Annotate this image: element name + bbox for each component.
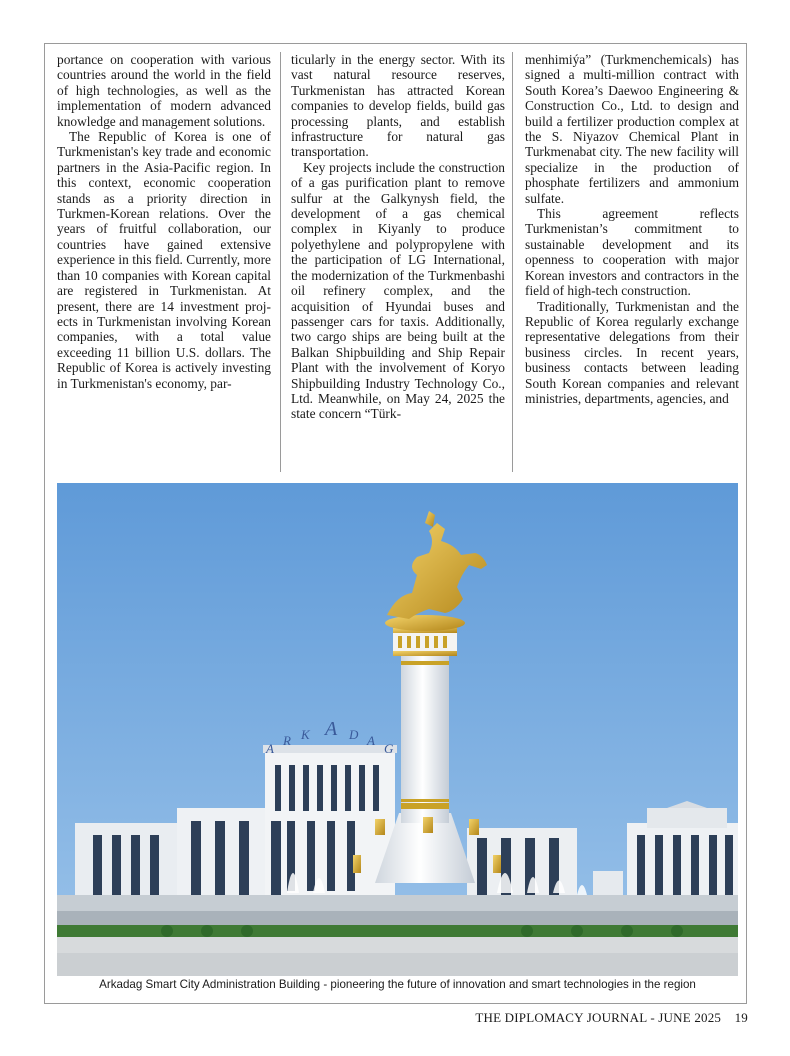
- photo-caption: Arkadag Smart City Administration Building - pioneering the future of innovation and smart technologies in the region: [99, 978, 696, 991]
- article-column-2: [291, 52, 505, 472]
- arkadag-building-photo: [57, 483, 738, 976]
- article-columns: [57, 52, 739, 472]
- article-paragraph: Key projects include the construction of a gas purification plant to remove sulfur at the Galkynysh field, the development of a gas chemical complex in Kiyanly to produce polyethylene and polypropylene with the participation of LG International, the modernization of the Turkmenbashi oil refinery complex, and the acquisition of Hyundai buses and passenger cars for taxis. Additionally, two cargo ships are being built at the Balkan Shipbuilding and Ship Repair Plant with the involvement of Koryo Shipbuilding Industry Technology Co., Ltd. Meanwhile, on May 24, 2025 the state concern “Türk-: [291, 159, 505, 422]
- photo-illustration: [57, 483, 738, 976]
- article-column-3: [525, 52, 739, 472]
- sign-letter: G: [384, 741, 394, 756]
- article-column-1: [57, 52, 271, 472]
- sign-letter: D: [349, 727, 359, 742]
- article-paragraph: The Republic of Korea is one of Turkmenistan's key trade and economic partners in the Asia-Pacific region. In this context, economic cooperation stands as a priority direction in Turkmen-Korean relations. Over the years of fruitful collaboration, our countries have gained extensive experience in this field. Currently, more than 10 companies with Korean capital are registered in Turkmenistan. At present, there are 14 investment projects in Turkmenistan involving Korean companies, with a total value exceeding 11 billion U.S. dollars. The Republic of Korea is actively investing in Turkmenistan's economy, par-: [57, 129, 271, 391]
- sign-letter: A: [367, 733, 375, 748]
- sign-letter: R: [283, 733, 291, 748]
- column-divider: [512, 52, 513, 472]
- article-paragraph: Traditionally, Turkmenistan and the Republic of Korea regularly exchange representative delegations from their business circles. In recent years, business contacts between leading South Korean companies and relevant ministries, departments, agencies, and: [525, 298, 739, 406]
- hedges: [57, 925, 738, 937]
- sign-letter: A: [325, 718, 338, 740]
- sign-letter: K: [301, 727, 310, 742]
- column-divider: [280, 52, 281, 472]
- journal-name: THE DIPLOMACY JOURNAL - JUNE 2025: [475, 1010, 722, 1025]
- article-paragraph: This agreement reflects Turkmenistan’s commitment to sustainable development and its openness to cooperation with major Korean investors and contractors in the field of high-tech construction.: [525, 206, 739, 299]
- page-footer: [475, 1010, 748, 1026]
- article-paragraph: portance on cooperation with various countries around the world in the field of high technologies, as well as the implementation of modern advanced knowledge and management solutions.: [57, 52, 271, 129]
- article-paragraph: menhimiýa” (Turkmenchemicals) has signed a multi-million contract with South Korea’s Daewoo Engineering & Construction Co., Ltd. to design and build a fertilizer production complex at the S. Niyazov Chemical Plant in Turkmenabat city. The new facility will specialize in the production of phosphate fertilizers and ammonium sulfate.: [525, 52, 739, 206]
- page-number: 19: [734, 1010, 748, 1025]
- sign-letter: A: [266, 741, 274, 756]
- article-paragraph: ticularly in the energy sector. With its vast natural resource reserves, Turkmenistan has attracted Korean companies to develop fields, build gas processing plants, and establish infrastructure for natural gas transportation.: [291, 52, 505, 160]
